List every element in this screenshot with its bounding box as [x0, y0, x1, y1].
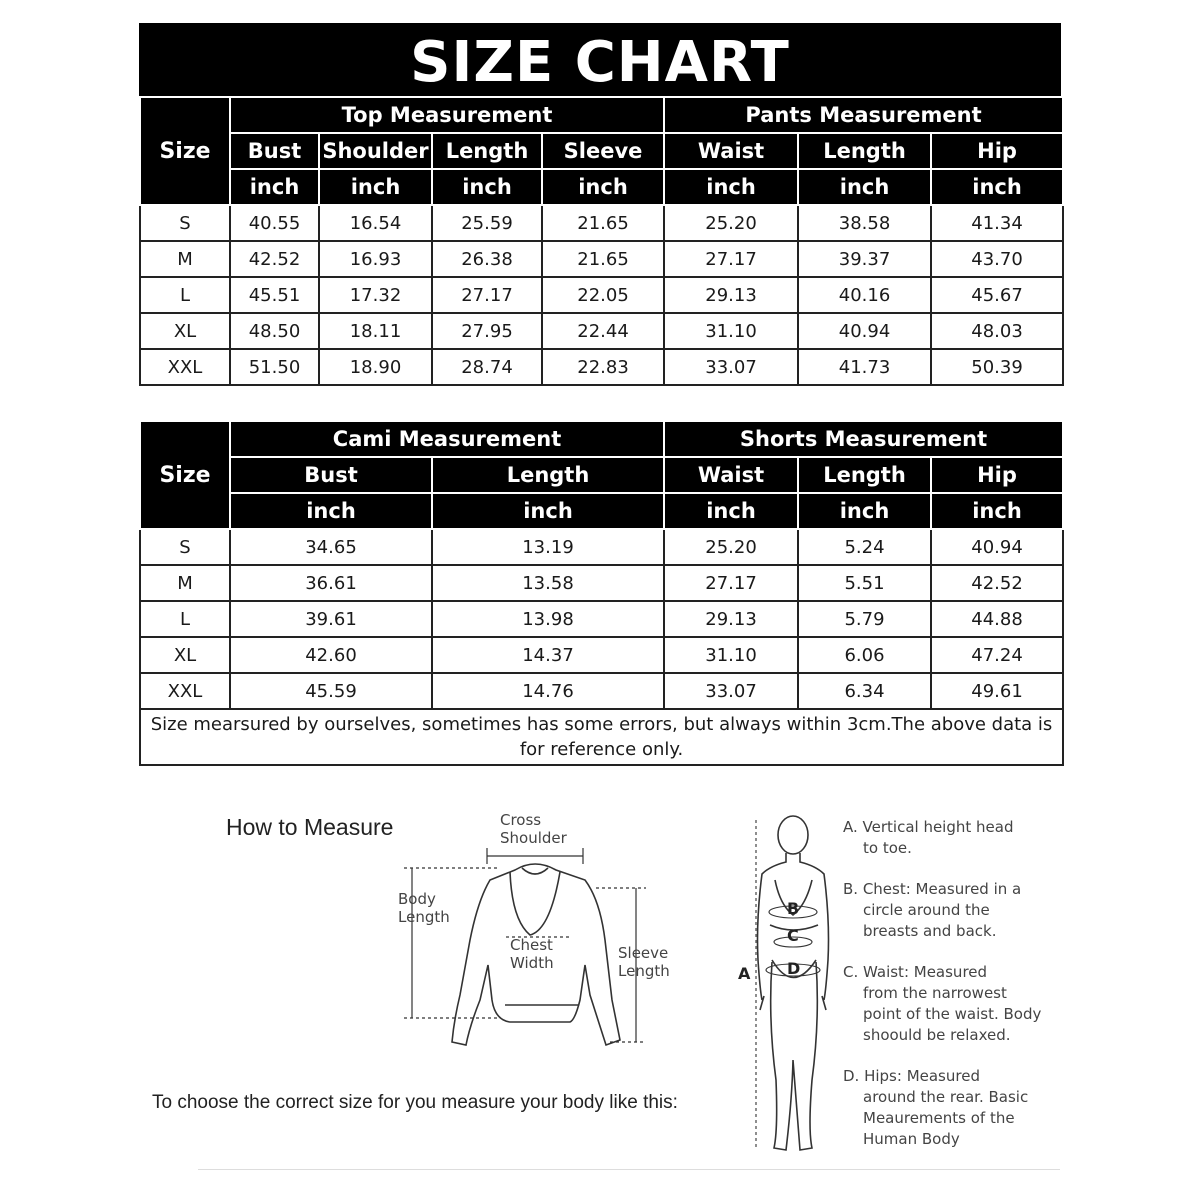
unit-cell: inch	[664, 493, 798, 529]
size-chart-title: SIZE CHART	[139, 23, 1061, 96]
top-measurement-header: Top Measurement	[230, 97, 664, 133]
note-a-text: to toe.	[863, 839, 912, 857]
value-cell: 41.34	[931, 205, 1063, 241]
value-cell: 47.24	[931, 637, 1063, 673]
value-cell: 27.17	[664, 241, 798, 277]
note-b-text: circle around the breasts and back.	[863, 901, 997, 940]
sleeve-length-label-line1: Sleeve	[618, 944, 669, 962]
bottom-divider	[198, 1169, 1060, 1170]
value-cell: 40.16	[798, 277, 931, 313]
size-cell: S	[140, 205, 230, 241]
unit-cell: inch	[432, 493, 664, 529]
value-cell: 5.79	[798, 601, 931, 637]
size-cell: L	[140, 601, 230, 637]
body-length-label-line1: Body	[398, 890, 436, 908]
value-cell: 14.37	[432, 637, 664, 673]
size-header: Size	[140, 97, 230, 205]
unit-cell: inch	[542, 169, 664, 205]
column-header: Hip	[931, 457, 1063, 493]
body-length-label-line2: Length	[398, 908, 450, 926]
value-cell: 27.17	[432, 277, 542, 313]
note-a	[843, 817, 1043, 859]
value-cell: 21.65	[542, 205, 664, 241]
value-cell: 27.95	[432, 313, 542, 349]
marker-c: C	[787, 926, 799, 945]
value-cell: 6.34	[798, 673, 931, 709]
sleeve-length-label-line2: Length	[618, 962, 670, 980]
unit-cell: inch	[798, 169, 931, 205]
chest-width-label	[510, 936, 554, 972]
size-cell: L	[140, 277, 230, 313]
value-cell: 22.83	[542, 349, 664, 385]
cami-measurement-header: Cami Measurement	[230, 421, 664, 457]
value-cell: 50.39	[931, 349, 1063, 385]
value-cell: 42.52	[230, 241, 319, 277]
marker-b: B	[787, 899, 800, 918]
value-cell: 43.70	[931, 241, 1063, 277]
value-cell: 33.07	[664, 673, 798, 709]
value-cell: 6.06	[798, 637, 931, 673]
value-cell: 13.19	[432, 529, 664, 565]
how-to-measure-heading: How to Measure	[226, 814, 394, 840]
unit-cell: inch	[230, 493, 432, 529]
value-cell: 18.90	[319, 349, 432, 385]
value-cell: 13.58	[432, 565, 664, 601]
marker-a: A	[738, 964, 751, 983]
note-d	[843, 1066, 1043, 1150]
body-length-label	[398, 890, 450, 926]
value-cell: 40.94	[798, 313, 931, 349]
value-cell: 16.54	[319, 205, 432, 241]
value-cell: 36.61	[230, 565, 432, 601]
value-cell: 31.10	[664, 637, 798, 673]
value-cell: 34.65	[230, 529, 432, 565]
value-cell: 25.59	[432, 205, 542, 241]
size-header: Size	[140, 421, 230, 529]
size-cell: XXL	[140, 349, 230, 385]
value-cell: 51.50	[230, 349, 319, 385]
sleeve-length-label	[618, 944, 670, 980]
value-cell: 31.10	[664, 313, 798, 349]
note-c-title: C. Waist: Measured	[843, 963, 988, 981]
value-cell: 18.11	[319, 313, 432, 349]
value-cell: 17.32	[319, 277, 432, 313]
note-b	[843, 879, 1043, 942]
value-cell: 42.60	[230, 637, 432, 673]
unit-cell: inch	[230, 169, 319, 205]
unit-cell: inch	[664, 169, 798, 205]
value-cell: 27.17	[664, 565, 798, 601]
unit-cell: inch	[319, 169, 432, 205]
note-d-text: around the rear. Basic Meaurements of the Human Body	[863, 1088, 1029, 1148]
size-cell: M	[140, 241, 230, 277]
value-cell: 5.24	[798, 529, 931, 565]
unit-cell: inch	[931, 493, 1063, 529]
value-cell: 14.76	[432, 673, 664, 709]
choose-size-instruction: To choose the correct size for you measure your body like this:	[152, 1092, 678, 1113]
value-cell: 38.58	[798, 205, 931, 241]
body-figure-icon	[758, 816, 829, 1150]
value-cell: 42.52	[931, 565, 1063, 601]
value-cell: 33.07	[664, 349, 798, 385]
value-cell: 29.13	[664, 601, 798, 637]
column-header: Sleeve	[542, 133, 664, 169]
unit-cell: inch	[798, 493, 931, 529]
value-cell: 48.03	[931, 313, 1063, 349]
unit-cell: inch	[931, 169, 1063, 205]
note-a-title: A. Vertical height head	[843, 818, 1014, 836]
size-cell: XL	[140, 637, 230, 673]
note-b-title: B. Chest: Measured in a	[843, 880, 1022, 898]
value-cell: 44.88	[931, 601, 1063, 637]
value-cell: 40.94	[931, 529, 1063, 565]
cross-shoulder-label	[500, 811, 567, 847]
chest-width-label-line1: Chest	[510, 936, 553, 954]
column-header: Length	[432, 457, 664, 493]
value-cell: 48.50	[230, 313, 319, 349]
value-cell: 45.59	[230, 673, 432, 709]
cross-shoulder-label-line1: Cross	[500, 811, 542, 829]
column-header: Bust	[230, 457, 432, 493]
column-header: Length	[798, 133, 931, 169]
size-cell: XL	[140, 313, 230, 349]
note-d-title: D. Hips: Measured	[843, 1067, 980, 1085]
cross-shoulder-label-line2: Shoulder	[500, 829, 567, 847]
value-cell: 22.05	[542, 277, 664, 313]
value-cell: 26.38	[432, 241, 542, 277]
value-cell: 5.51	[798, 565, 931, 601]
note-c	[843, 962, 1043, 1046]
column-header: Length	[432, 133, 542, 169]
size-cell: S	[140, 529, 230, 565]
value-cell: 49.61	[931, 673, 1063, 709]
size-cell: XXL	[140, 673, 230, 709]
value-cell: 39.61	[230, 601, 432, 637]
size-cell: M	[140, 565, 230, 601]
size-note: Size mearsured by ourselves, sometimes has some errors, but always within 3cm.The above data is for reference only.	[140, 709, 1063, 765]
column-header: Waist	[664, 133, 798, 169]
value-cell: 39.37	[798, 241, 931, 277]
value-cell: 13.98	[432, 601, 664, 637]
value-cell: 45.67	[931, 277, 1063, 313]
column-header: Length	[798, 457, 931, 493]
value-cell: 40.55	[230, 205, 319, 241]
unit-cell: inch	[432, 169, 542, 205]
shorts-measurement-header: Shorts Measurement	[664, 421, 1063, 457]
column-header: Waist	[664, 457, 798, 493]
column-header: Hip	[931, 133, 1063, 169]
value-cell: 25.20	[664, 529, 798, 565]
value-cell: 21.65	[542, 241, 664, 277]
value-cell: 29.13	[664, 277, 798, 313]
value-cell: 45.51	[230, 277, 319, 313]
pants-measurement-header: Pants Measurement	[664, 97, 1063, 133]
value-cell: 28.74	[432, 349, 542, 385]
note-c-text: from the narrowest point of the waist. Body shoould be relaxed.	[863, 984, 1042, 1044]
value-cell: 41.73	[798, 349, 931, 385]
column-header: Shoulder	[319, 133, 432, 169]
value-cell: 25.20	[664, 205, 798, 241]
measurement-notes	[843, 817, 1043, 1170]
marker-d: D	[787, 959, 801, 978]
chest-width-label-line2: Width	[510, 954, 554, 972]
column-header: Bust	[230, 133, 319, 169]
value-cell: 22.44	[542, 313, 664, 349]
value-cell: 16.93	[319, 241, 432, 277]
